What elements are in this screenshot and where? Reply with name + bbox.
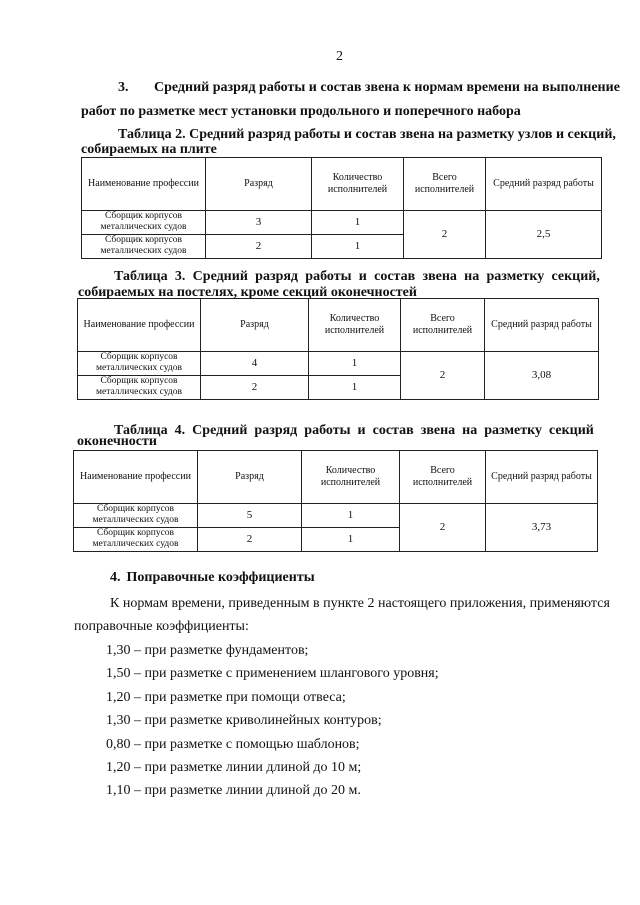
section4-title-text: Поправочные коэффициенты [126, 570, 315, 585]
cell-profession: Сборщик корпусов металлических судов [74, 527, 198, 551]
cell-grade: 4 [201, 352, 309, 376]
caption-word: звена [422, 269, 457, 284]
caption-word: 4. [174, 423, 186, 438]
caption-word: Средний [192, 269, 248, 284]
caption-word: Таблица [114, 269, 168, 284]
cell-profession: Сборщик корпусов металлических судов [78, 352, 201, 376]
header-average: Средний разряд работы [485, 299, 599, 352]
header-grade: Разряд [198, 451, 302, 504]
table4-caption-line1 [114, 423, 594, 439]
page-number: 2 [336, 49, 343, 64]
cell-profession: Сборщик корпусов металлических судов [74, 504, 198, 528]
caption-word: и [358, 269, 367, 284]
section4-number: 4. [110, 570, 121, 585]
table-row [78, 352, 599, 376]
section4-paragraph-line1: К нормам времени, приведенным в пункте 2 настоящего приложения, применяются [110, 596, 610, 611]
cell-grade: 2 [198, 527, 302, 551]
cell-profession: Сборщик корпусов металлических судов [82, 211, 206, 235]
cell-total: 2 [400, 504, 486, 552]
table-header-row [78, 299, 599, 352]
caption-word: секций, [551, 269, 600, 284]
cell-count: 1 [302, 504, 400, 528]
table-row [82, 211, 602, 235]
cell-count: 1 [312, 234, 404, 258]
table4 [73, 450, 598, 552]
section4-paragraph-line2: поправочные коэффициенты: [74, 619, 249, 634]
header-total: Всего исполнителей [404, 158, 486, 211]
caption-word: и [357, 423, 366, 438]
caption-word: работы [304, 423, 351, 438]
cell-count: 1 [302, 527, 400, 551]
cell-count: 1 [312, 211, 404, 235]
cell-average: 3,73 [486, 504, 598, 552]
table3-caption-line1 [114, 269, 600, 285]
caption-word: состав [374, 269, 416, 284]
caption-word: состав [372, 423, 414, 438]
caption-word: разряд [255, 269, 299, 284]
cell-grade: 2 [206, 234, 312, 258]
caption-word: на [464, 269, 480, 284]
table3 [77, 298, 599, 400]
cell-count: 1 [309, 352, 401, 376]
table4-caption-line2: оконечности [77, 434, 157, 449]
coefficient-item: 1,50 – при разметке с применением шлангового уровня; [106, 666, 439, 681]
cell-grade: 5 [198, 504, 302, 528]
table2-caption-line2: собираемых на плите [81, 142, 217, 157]
coefficient-item: 1,20 – при разметке при помощи отвеса; [106, 690, 346, 705]
header-count: Количество исполнителей [302, 451, 400, 504]
caption-word: разметку [484, 423, 542, 438]
header-profession: Наименование профессии [74, 451, 198, 504]
table-header-row [74, 451, 598, 504]
header-profession: Наименование профессии [78, 299, 201, 352]
table3-caption-line2: собираемых на постелях, кроме секций оконечностей [78, 285, 417, 300]
header-total: Всего исполнителей [400, 451, 486, 504]
cell-average: 3,08 [485, 352, 599, 400]
coefficient-item: 1,30 – при разметке фундаментов; [106, 643, 309, 658]
coefficient-item: 1,20 – при разметке линии длиной до 10 м; [106, 760, 362, 775]
cell-profession: Сборщик корпусов металлических судов [82, 234, 206, 258]
header-grade: Разряд [206, 158, 312, 211]
caption-word: 3. [174, 269, 186, 284]
header-average: Средний разряд работы [486, 451, 598, 504]
cell-grade: 2 [201, 375, 309, 399]
section4-title [110, 570, 315, 586]
caption-word: звена [420, 423, 456, 438]
section3-number: 3. [118, 80, 129, 95]
cell-count: 1 [309, 375, 401, 399]
header-profession: Наименование профессии [82, 158, 206, 211]
caption-word: Средний [192, 423, 248, 438]
cell-total: 2 [401, 352, 485, 400]
coefficient-item: 1,10 – при разметке линии длиной до 20 м. [106, 783, 361, 798]
table-header-row [82, 158, 602, 211]
header-count: Количество исполнителей [309, 299, 401, 352]
header-count: Количество исполнителей [312, 158, 404, 211]
caption-word: на [462, 423, 478, 438]
table2-caption-line1: Таблица 2. Средний разряд работы и состав звена на разметку узлов и секций, [118, 127, 616, 142]
coefficient-item: 1,30 – при разметке криволинейных контуров; [106, 713, 382, 728]
header-grade: Разряд [201, 299, 309, 352]
cell-average: 2,5 [486, 211, 602, 259]
caption-word: разряд [254, 423, 298, 438]
table-row [74, 504, 598, 528]
caption-word: Таблица [114, 423, 168, 438]
header-total: Всего исполнителей [401, 299, 485, 352]
section3-title-line2: работ по разметке мест установки продольного и поперечного набора [81, 104, 521, 119]
caption-word: работы [305, 269, 352, 284]
cell-profession: Сборщик корпусов металлических судов [78, 375, 201, 399]
section3-title-line1: Средний разряд работы и состав звена к нормам времени на выполнение [154, 80, 620, 95]
caption-word: разметку [486, 269, 545, 284]
caption-word: секций [549, 423, 594, 438]
cell-grade: 3 [206, 211, 312, 235]
header-average: Средний разряд работы [486, 158, 602, 211]
table2 [81, 157, 602, 259]
coefficient-item: 0,80 – при разметке с помощью шаблонов; [106, 737, 360, 752]
cell-total: 2 [404, 211, 486, 259]
